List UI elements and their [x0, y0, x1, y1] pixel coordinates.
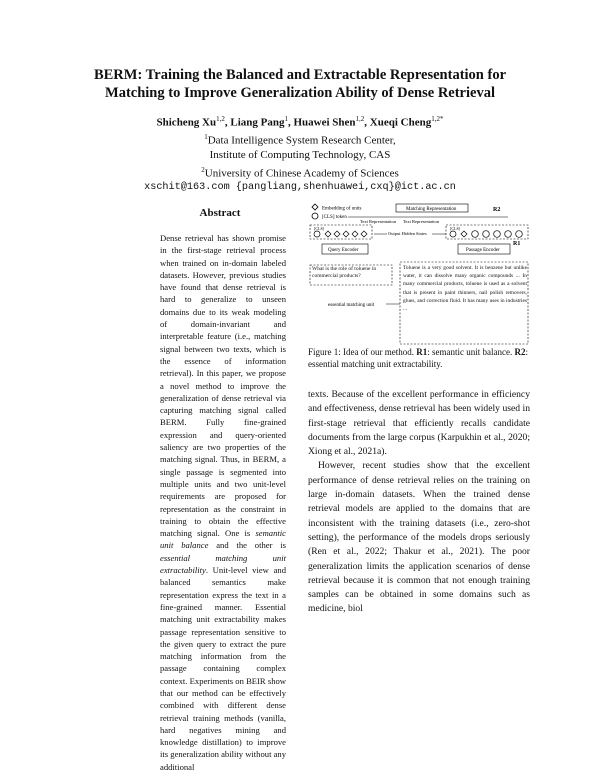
author-name: Xueqi Cheng	[369, 116, 432, 129]
author-name: Liang Pang	[230, 116, 285, 129]
author-emails: xschit@163.com {pangliang,shenhuawei,cxq}@ict.ac.cn	[144, 181, 456, 193]
abstract-em-1: semantic unit balance	[160, 528, 286, 551]
unit-diamond-icon	[312, 204, 318, 210]
unit-diamond-icon	[325, 231, 331, 237]
passage-encoder-label: Passage Encoder	[466, 248, 500, 253]
query-text: What is the role of toluene in commercial products?	[312, 266, 377, 279]
title-line-2: Matching to Improve Generalization Ability of Dense Retrieval	[105, 85, 495, 101]
text-rep-left: Text Representation	[360, 219, 397, 224]
unit-circle-icon	[472, 231, 479, 238]
unit-circle-icon	[516, 231, 523, 238]
figure-1-diagram	[308, 203, 530, 345]
cls-circle-icon	[450, 231, 456, 237]
affiliation-1: $^1$Data Intelligence System Research Center,	[204, 133, 396, 147]
cls-right-label: [CLS]	[450, 226, 460, 231]
legend-cls-label: [CLS] token	[322, 215, 347, 220]
author-sup: 1,2	[216, 115, 225, 123]
figure-caption: Figure 1: Idea of our method. R1: semantic unit balance. R2: essential matching unit extractability.	[308, 347, 528, 369]
author-sup: 1,2	[355, 115, 365, 123]
text-rep-right: Text Representation	[403, 219, 440, 224]
figure-1	[308, 203, 530, 345]
affiliation-1-line-2: Institute of Computing Technology, CAS	[209, 149, 391, 162]
author-name: Huawei Shen	[293, 116, 356, 129]
unit-diamond-icon	[334, 231, 340, 237]
essential-unit-label: essential matching unit	[328, 303, 375, 308]
abstract-body: Dense retrieval has shown promise in the first-stage retrieval process when trained on in-domain labeled datasets. However, previous studies have found that dense retrieval is hard to generalize to unseen domains due to its weak modeling of domain-invariant and interpretable feature (i.e., matching signal between two texts, which is the essence of information retrieval). In this paper, we propose a novel method to improve the generalization of dense retrieval via capturing matching signal called BERM. Fully fine-grained expression and query-oriented saliency are two properties of the matching signal. Thus, in BERM, a single passage is segmented into multiple units and two unit-level requirements are proposed for representation as the constraint in training to obtain the effective matching signal. One is semantic unit balance and the other is essential matching unit extractability. Unit-level view and balanced semantics make representation express the text in a fine-grained manner. Essential matching unit extractability makes passage representation sensitive to the given query to extract the pure matching information from the passage containing complex context. Experiments on BEIR show that our method can be effectively combined with different dense retrieval training methods (vanilla, hard negatives mining and knowledge distillation) to improve its generalization ability without any additional	[160, 233, 287, 772]
unit-circle-icon	[494, 231, 501, 238]
output-states-label: Output Hidden States	[388, 231, 427, 236]
unit-diamond-icon	[461, 231, 467, 237]
body-paragraph-2: However, recent studies show that the excellent performance of dense retrieval relies on the training on large in-domain datasets. When the trained dense retrieval models are applied to the domains that are inconsistent with the training datasets (i.e., zero-shot setting), the performance of the models drops seriously (Ren et al., 2022; Thakur et al., 2021). The poor generalization limits the application scenarios of dense retrieval because it is common that not enough training samples can be obtained in some domains such as medicine, biol	[308, 460, 530, 615]
matching-rep-label: Matching Representation	[406, 207, 457, 212]
title-line-1: BERM: Training the Balanced and Extractable Representation for	[93, 67, 507, 83]
cls-circle-icon	[314, 231, 320, 237]
cls-left-label: [CLS]	[314, 226, 324, 231]
paper-title	[0, 66, 600, 102]
unit-circle-icon	[505, 231, 512, 238]
unit-diamond-icon	[361, 231, 367, 237]
abstract-heading: Abstract	[199, 207, 241, 219]
query-encoder-label: Query Encoder	[328, 248, 359, 253]
author-name: Shicheng Xu	[156, 116, 217, 129]
unit-diamond-icon	[352, 231, 358, 237]
author-sup: 1	[284, 115, 288, 123]
passage-text: Toluene is a very good solvent. It is benzene but unlike water, it can dissolve many organic compounds ... In many commercial products, toluene is used as a solvent that is present in paint thinners, nail polish removers, glues, and correction fluid. It has many uses in industries ...	[403, 265, 527, 313]
cls-circle-icon	[312, 213, 318, 219]
abstract-em-2: essential matching unit extractability	[160, 552, 286, 576]
unit-circle-icon	[483, 231, 490, 238]
r2-label: R2	[493, 207, 501, 213]
unit-diamond-icon	[343, 231, 349, 237]
author-names: Shicheng Xu$^{1,2}$, Liang Pang$^1$, Huawei Shen$^{1,2}$, Xueqi Cheng$^{1,2*}$	[156, 115, 444, 129]
legend-unit-label: Embedding of units	[322, 206, 362, 212]
affiliation-2: $^2$University of Chinese Academy of Sciences	[201, 165, 399, 180]
author-sup: 1,2*	[431, 115, 444, 123]
body-paragraph-1: texts. Because of the excellent performance in efficiency and effectiveness, dense retrieval has been widely used in first-stage retrieval that efficiently recalls candidate documents from the large corpus (Karpukhin et al., 2020; Xiong et al., 2021a).	[308, 389, 530, 458]
body-text	[308, 388, 530, 617]
author-block	[0, 112, 600, 195]
r1-label: R1	[513, 241, 521, 247]
